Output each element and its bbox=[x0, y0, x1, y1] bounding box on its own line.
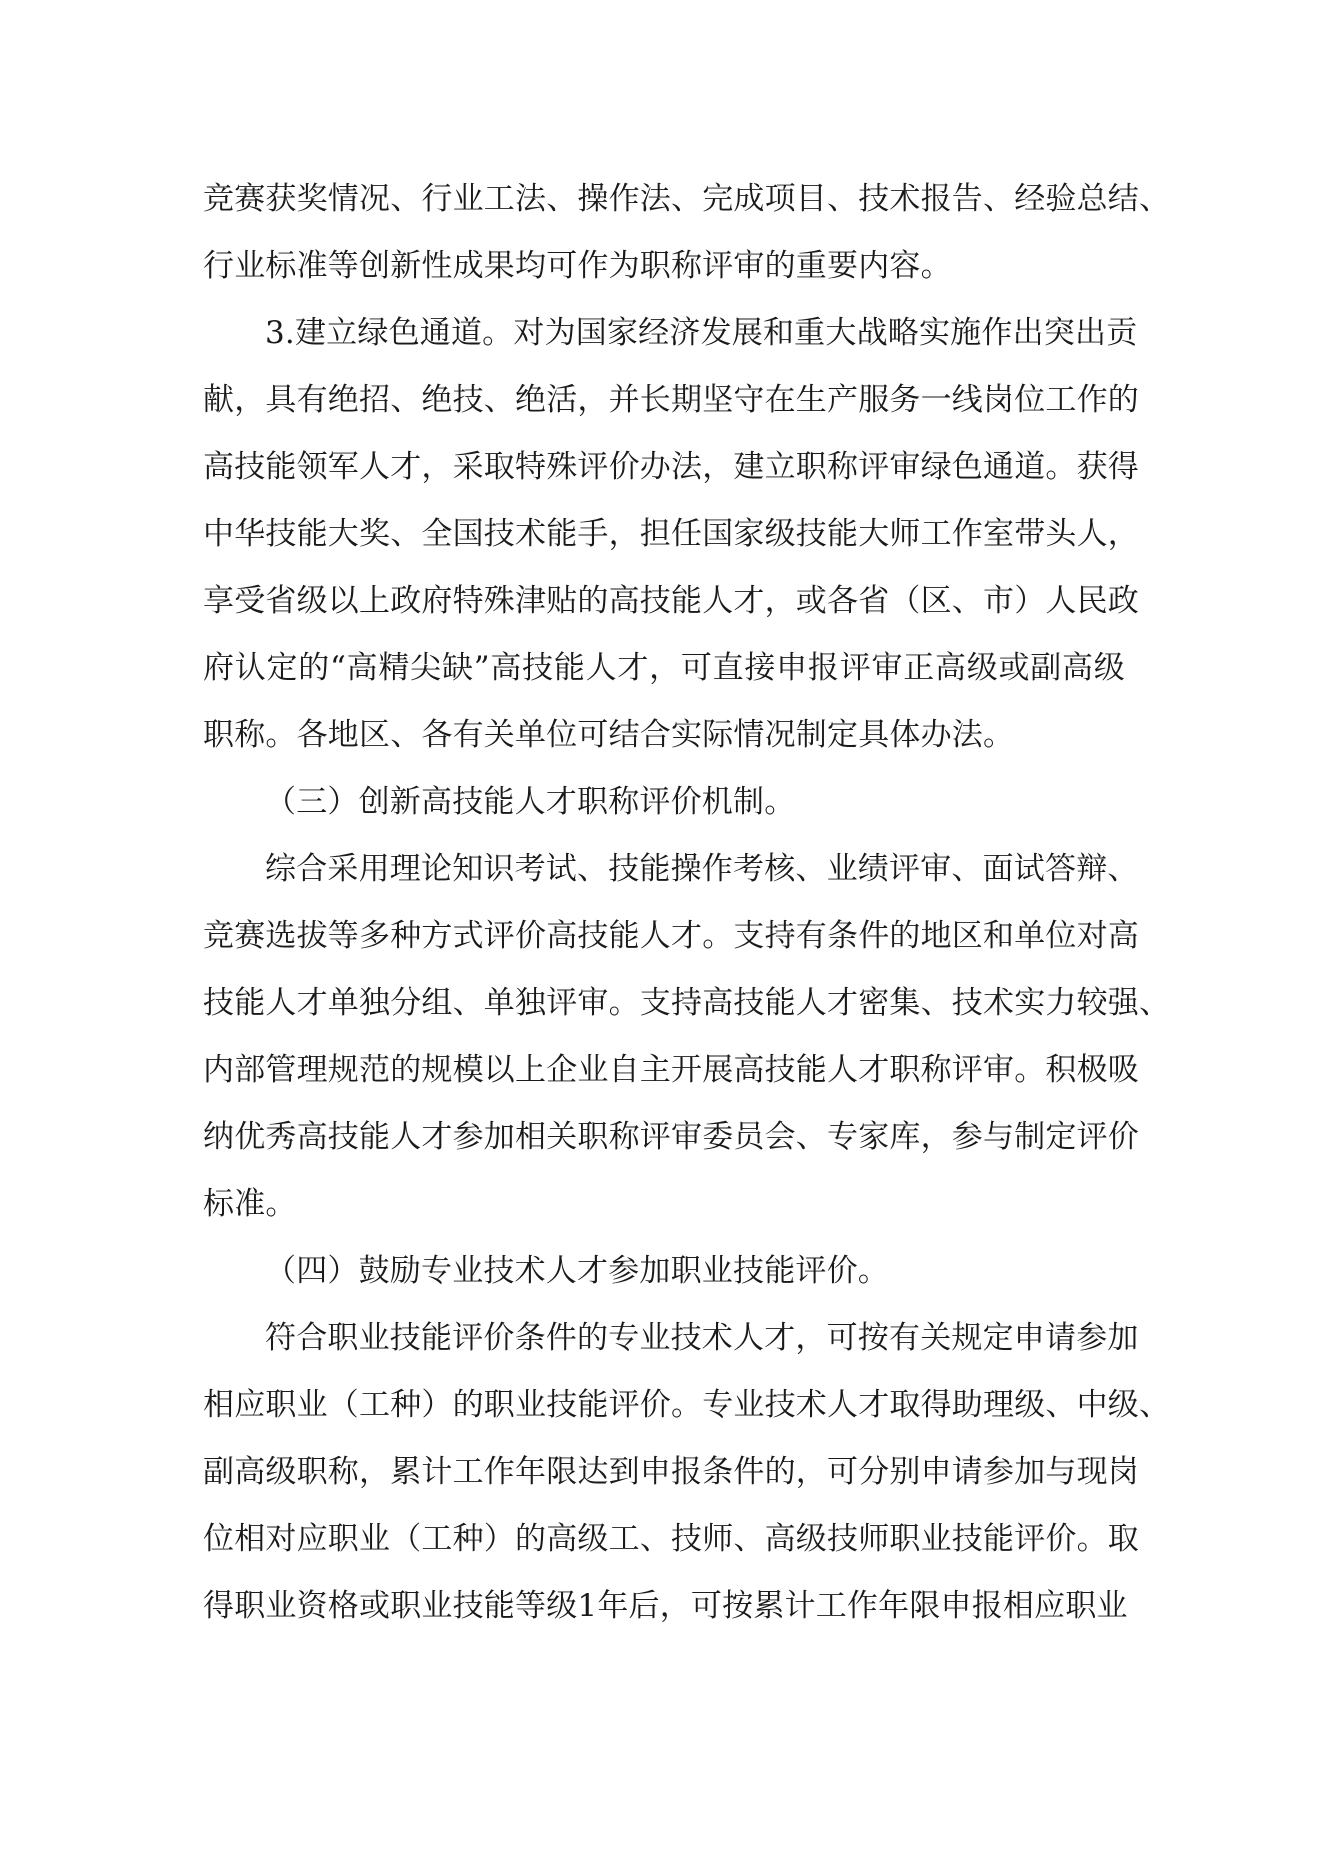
text-line-22: 得职业资格或职业技能等级1年后，可按累计工作年限申报相应职业 bbox=[203, 1588, 1128, 1624]
text-line-7: 享受省级以上政府特殊津贴的高技能人才，或各省（区、市）人民政 bbox=[203, 583, 1139, 619]
section-heading-4: （四）鼓励专业技术人才参加职业技能评价。 bbox=[265, 1253, 889, 1289]
text-line-19: 相应职业（工种）的职业技能评价。专业技术人才取得助理级、中级、 bbox=[203, 1387, 1171, 1423]
text-line-2: 行业标准等创新性成果均可作为职称评审的重要内容。 bbox=[203, 248, 952, 284]
text-line-13: 技能人才单独分组、单独评审。支持高技能人才密集、技术实力较强、 bbox=[203, 985, 1171, 1021]
text-line-18: 符合职业技能评价条件的专业技术人才，可按有关规定申请参加 bbox=[265, 1320, 1139, 1356]
text-line-6: 中华技能大奖、全国技术能手，担任国家级技能大师工作室带头人， bbox=[203, 516, 1139, 552]
text-line-16: 标准。 bbox=[203, 1186, 297, 1222]
text-line-1: 竞赛获奖情况、行业工法、操作法、完成项目、技术报告、经验总结、 bbox=[203, 181, 1171, 217]
text-line-4: 献，具有绝招、绝技、绝活，并长期坚守在生产服务一线岗位工作的 bbox=[203, 382, 1139, 418]
body-text bbox=[203, 166, 1171, 1640]
text-line-9: 职称。各地区、各有关单位可结合实际情况制定具体办法。 bbox=[203, 717, 1015, 753]
text-line-8: 府认定的“高精尖缺”高技能人才，可直接申报评审正高级或副高级 bbox=[203, 650, 1125, 686]
text-line-3: 3.建立绿色通道。对为国家经济发展和重大战略实施作出突出贡 bbox=[265, 315, 1138, 351]
text-line-12: 竞赛选拔等多种方式评价高技能人才。支持有条件的地区和单位对高 bbox=[203, 918, 1139, 954]
text-line-15: 纳优秀高技能人才参加相关职称评审委员会、专家库，参与制定评价 bbox=[203, 1119, 1139, 1155]
section-heading-3: （三）创新高技能人才职称评价机制。 bbox=[265, 784, 796, 820]
text-line-14: 内部管理规范的规模以上企业自主开展高技能人才职称评审。积极吸 bbox=[203, 1052, 1139, 1088]
text-line-20: 副高级职称，累计工作年限达到申报条件的，可分别申请参加与现岗 bbox=[203, 1454, 1139, 1490]
text-line-5: 高技能领军人才，采取特殊评价办法，建立职称评审绿色通道。获得 bbox=[203, 449, 1139, 485]
text-line-21: 位相对应职业（工种）的高级工、技师、高级技师职业技能评价。取 bbox=[203, 1521, 1139, 1557]
text-line-11: 综合采用理论知识考试、技能操作考核、业绩评审、面试答辩、 bbox=[265, 851, 1139, 887]
